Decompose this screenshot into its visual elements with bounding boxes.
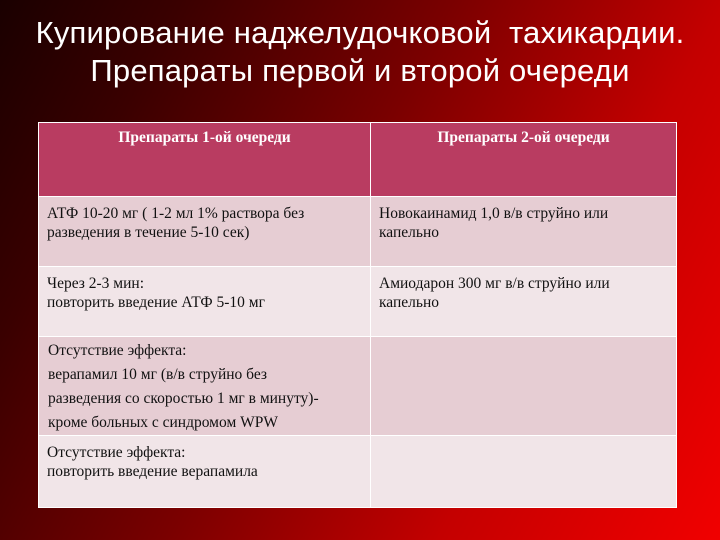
slide-title <box>0 14 720 90</box>
table-cell <box>39 436 371 508</box>
cell-text: АТФ 10-20 мг ( 1-2 мл 1% раствора без <box>47 205 305 222</box>
table-cell <box>39 337 371 436</box>
table-cell-empty <box>371 436 677 508</box>
cell-text: повторить введение верапамила <box>47 463 258 480</box>
cell-text: Отсутствие эффекта: <box>48 342 187 359</box>
cell-text: Отсутствие эффекта: <box>47 444 186 461</box>
table-cell-empty <box>371 337 677 436</box>
cell-text: разведения в течение 5-10 сек) <box>47 224 250 241</box>
table-cell <box>39 267 371 337</box>
cell-text: верапамил 10 мг (в/в струйно без <box>48 366 268 383</box>
header-first-line-drugs: Препараты 1-ой очереди <box>39 123 371 197</box>
header-second-line-drugs: Препараты 2-ой очереди <box>371 123 677 197</box>
table-row <box>39 436 677 508</box>
table-cell <box>371 267 677 337</box>
drug-table <box>38 122 677 508</box>
cell-text: Через 2-3 мин: <box>47 275 145 292</box>
cell-text: повторить введение АТФ 5-10 мг <box>47 294 265 311</box>
cell-text: капельно <box>379 294 439 311</box>
cell-text: разведения со скоростью 1 мг в минуту)- <box>48 390 319 407</box>
cell-text: Амиодарон 300 мг в/в струйно или <box>379 275 610 292</box>
table-row <box>39 267 677 337</box>
table-row <box>39 337 677 436</box>
table-cell <box>371 197 677 267</box>
cell-text: капельно <box>379 224 439 241</box>
cell-text: кроме больных с синдромом WPW <box>48 414 279 431</box>
table-row <box>39 197 677 267</box>
table-cell <box>39 197 371 267</box>
slide-title-line-1: Купирование наджелудочковой тахикардии. <box>35 15 685 50</box>
cell-text: Новокаинамид 1,0 в/в струйно или <box>379 205 609 222</box>
table-header-row <box>39 123 677 197</box>
slide-title-line-2: Препараты первой и второй очереди <box>90 53 630 88</box>
